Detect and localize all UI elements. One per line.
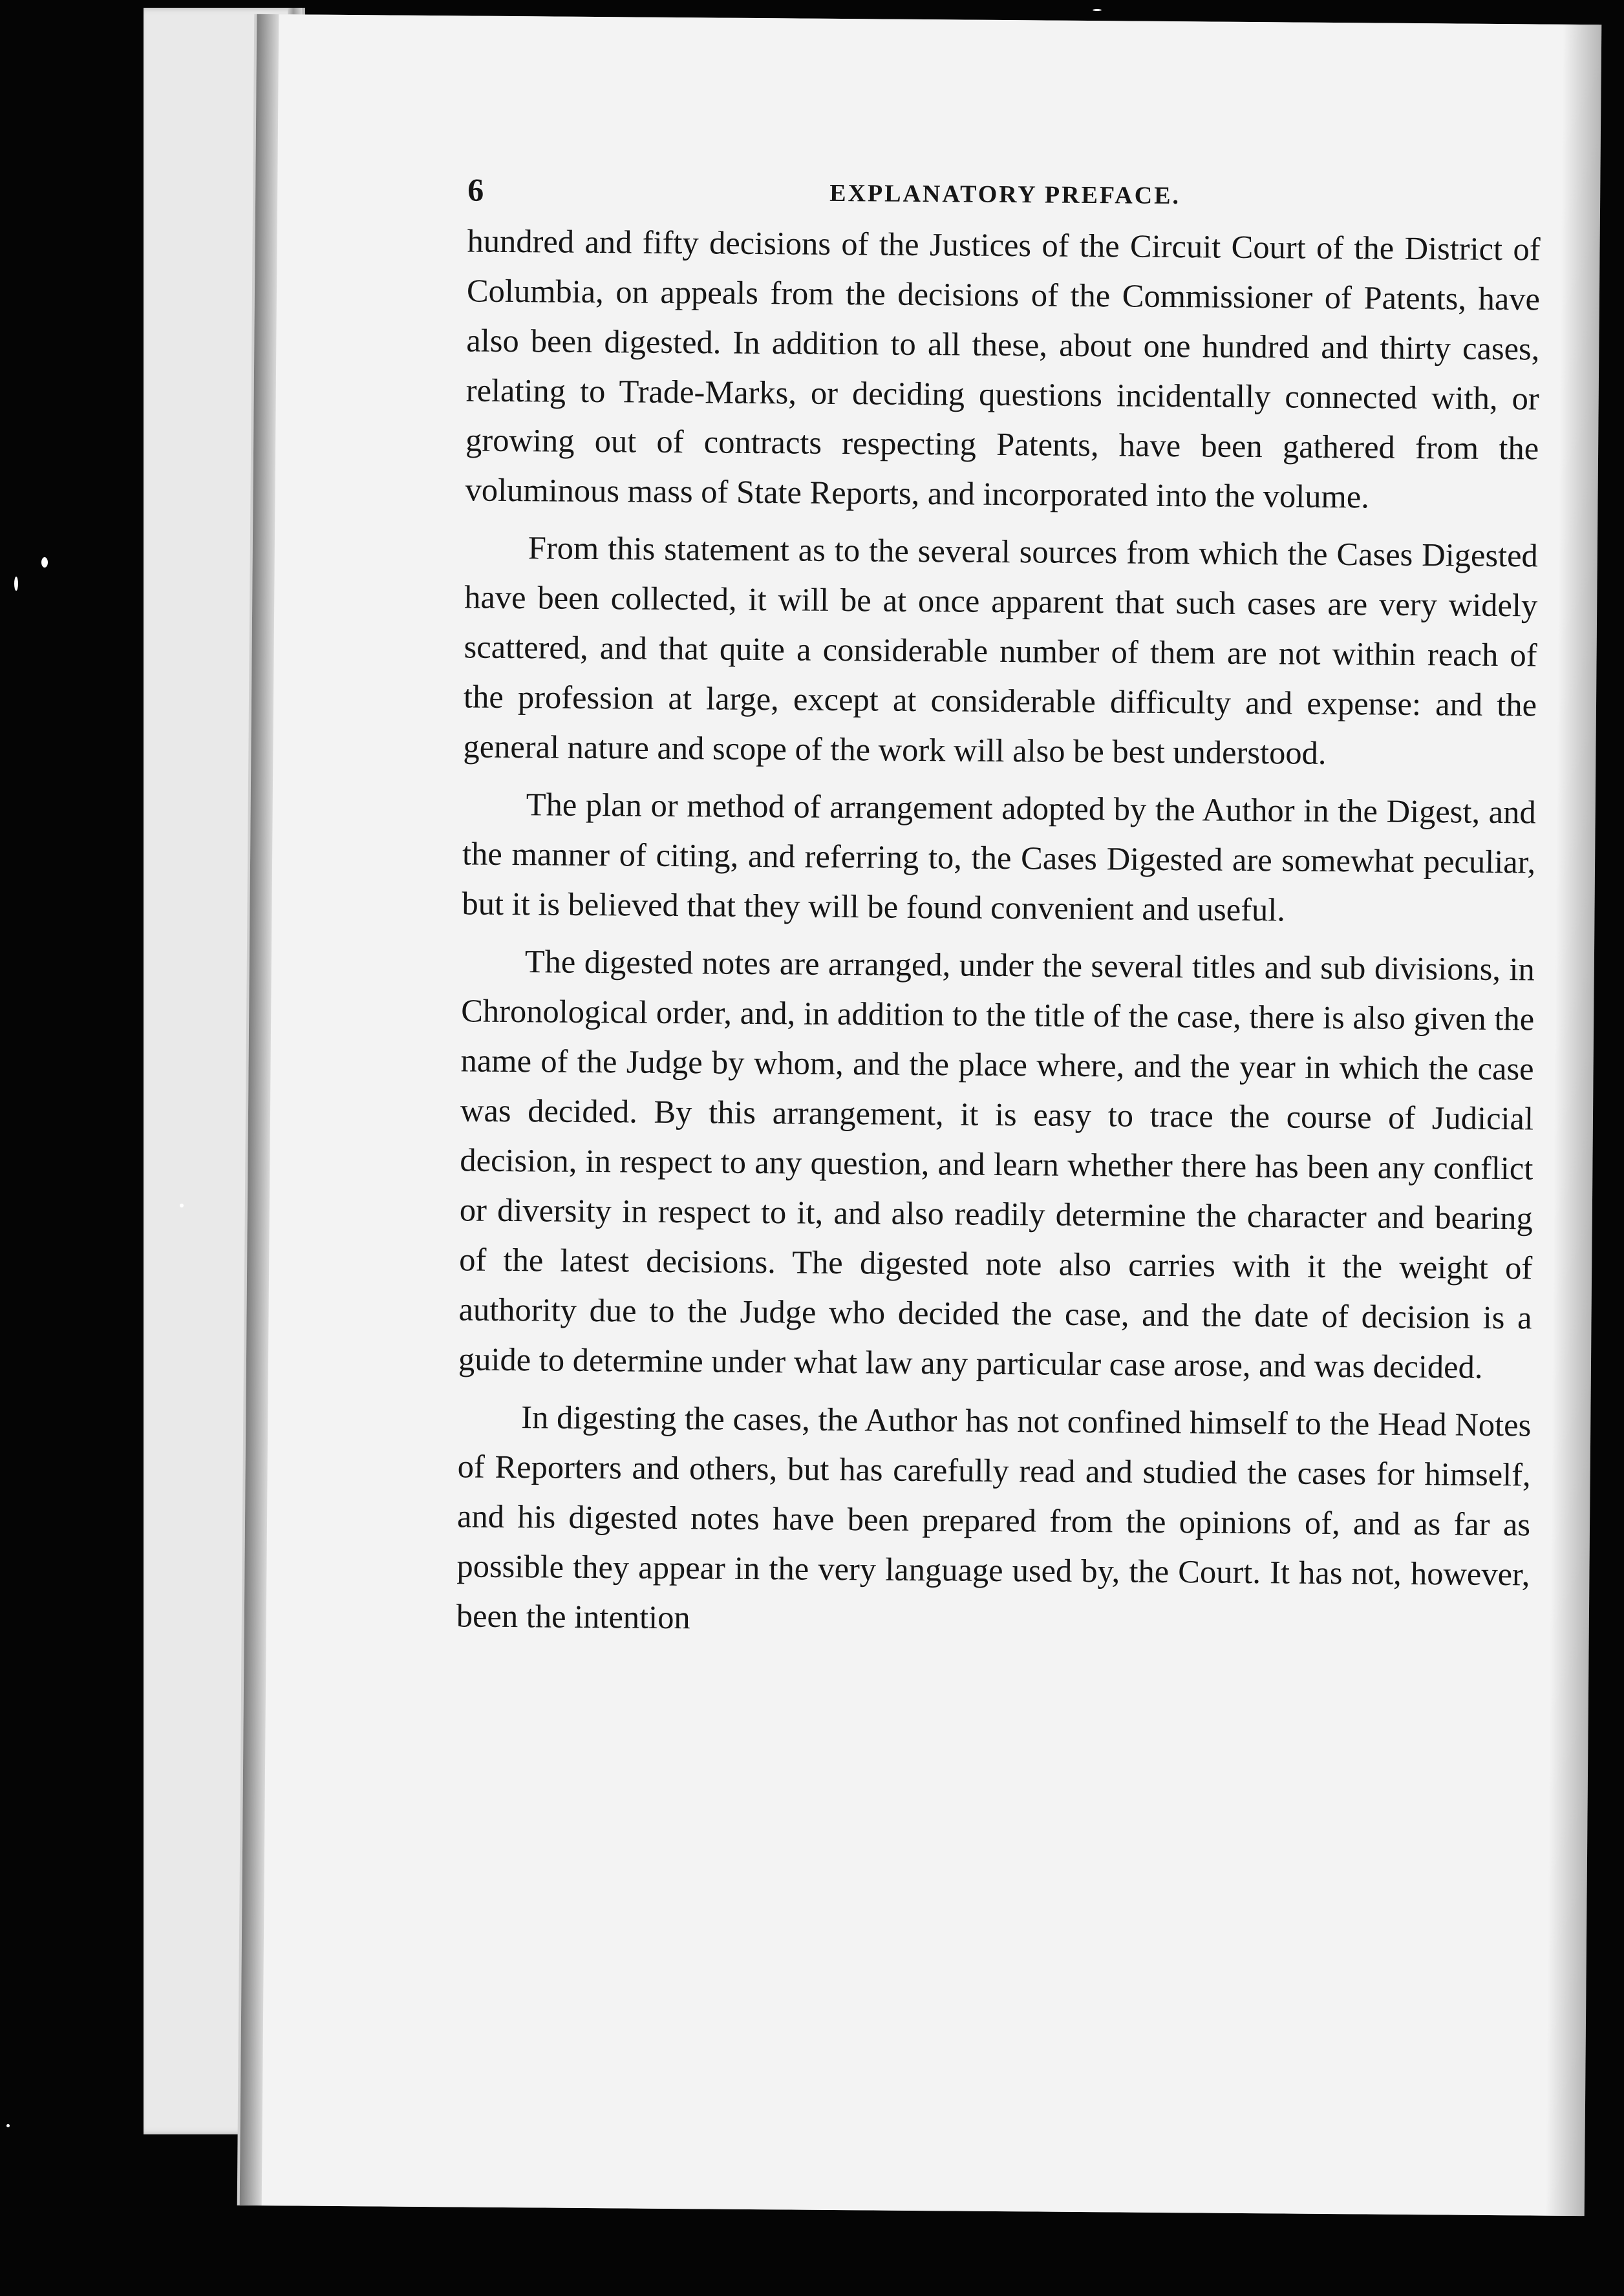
page-content [456,171,1541,1657]
running-head-title: EXPLANATORY PREFACE. [829,179,1181,210]
page-number: 6 [467,171,484,208]
scan-speck [14,577,18,591]
paragraph-2: From this statement as to the several sources from which the Cases Digested have been collected, it will be at once apparent that such cases are very widely scattered, and that quite a considerable number of them are not within reach of the profession at large, except at considerable difficulty and expense: and the general nature and scope of the work will also be best understood. [463,529,1539,771]
scan-speck [1093,9,1102,11]
paragraph-1: hundred and fifty decisions of the Justices of the Circuit Court of the District of Columbia, on appeals from the decisions of the Commissioner of Patents, have also been digested. In addition to all these, about one hundred and thirty cases, relating to Trade-Marks, or deciding questions incidentally connected with, or growing out of contracts respecting Patents, have been gathered from the voluminous mass of State Reports, and incorporated into the volume. [465,222,1541,515]
paragraph-3: The plan or method of arrangement adopted by the Author in the Digest, and the manner of citing, and referring to, the Cases Digested are somewhat peculiar, but it is believed that they will be found convenient and useful. [462,786,1536,928]
scan-speck [41,557,48,568]
scan-speck [6,2124,10,2127]
body-text [456,216,1541,1649]
paragraph-5: In digesting the cases, the Author has not confined himself to the Head Notes of Reporters and others, but has carefully read and studied the cases for himself, and his digested notes have been prepared from the opinions of, and as far as possible they appear in the very language used by, the Court. It has not, however, been the intention [456,1399,1532,1636]
paragraph-4: The digested notes are arranged, under the several titles and sub divisions, in Chronological order, and, in addition to the title of the case, there is also given the name of the Judge by whom, and the place where, and the year in which the case was decided. By this arrangement, it is easy to trace the course of Judicial decision, in respect to any question, and learn whether there has been any conflict or diversity in respect to it, and also readily determine the character and bearing of the latest decisions. The digested note also carries with it the weight of authority due to the Judge who decided the case, and the date of decision is a guide to determine under what law any particular case arose, and was decided. [458,943,1535,1385]
book-page [240,14,1602,2216]
scan-speck [180,1204,184,1207]
page-shadow [1546,25,1602,2216]
running-head [467,171,1541,224]
